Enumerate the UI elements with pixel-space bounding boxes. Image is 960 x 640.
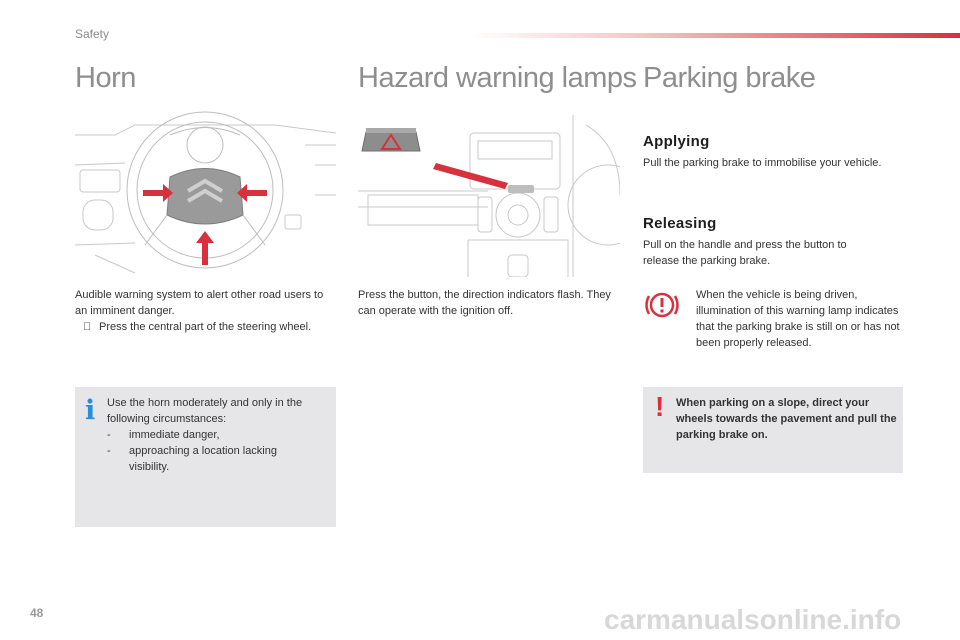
parking-warning-text: When parking on a slope, direct your wheels towards the pavement and pull the parking brake on. [676,397,897,441]
releasing-text: Pull on the handle and press the button to release the parking brake. [643,239,847,267]
horn-illustration [75,105,336,277]
parking-warning-box [643,387,903,473]
header-accent-bar [470,33,960,38]
hazard-text: Press the button, the direction indicators flash. They can operate with the ignition off. [358,289,611,317]
list-item: - immediate danger, [107,429,220,441]
hazard-button-icon [358,125,440,159]
warning-lamp-text: When the vehicle is being driven, illumination of this warning lamp indicates that the parking brake is still on or has not been properly released. [696,289,900,349]
horn-intro: Audible warning system to alert other road users to an imminent danger. [75,289,324,317]
horn-info-box [75,387,336,527]
list-item: - approaching a location lacking visibility. [107,445,277,473]
parking-title: Parking brake [643,62,816,94]
horn-step-text: Press the central part of the steering wheel. [99,321,312,333]
applying-text: Pull the parking brake to immobilise your vehicle. [643,157,882,169]
horn-info-text: Use the horn moderately and only in the following circumstances: [107,397,303,425]
hazard-title: Hazard warning lamps [358,62,637,94]
horn-title: Horn [75,62,136,94]
section-label: Safety [75,27,110,41]
page-number: 48 [30,606,44,620]
info-icon: i [85,395,96,426]
releasing-heading: Releasing [643,215,717,232]
step-marker [83,319,91,335]
watermark: carmanualsonline.info [604,604,902,635]
parking-brake-warning-lamp-icon [644,290,680,320]
applying-heading: Applying [643,133,710,150]
warning-icon: ! [655,391,665,422]
horn-step [75,319,325,335]
